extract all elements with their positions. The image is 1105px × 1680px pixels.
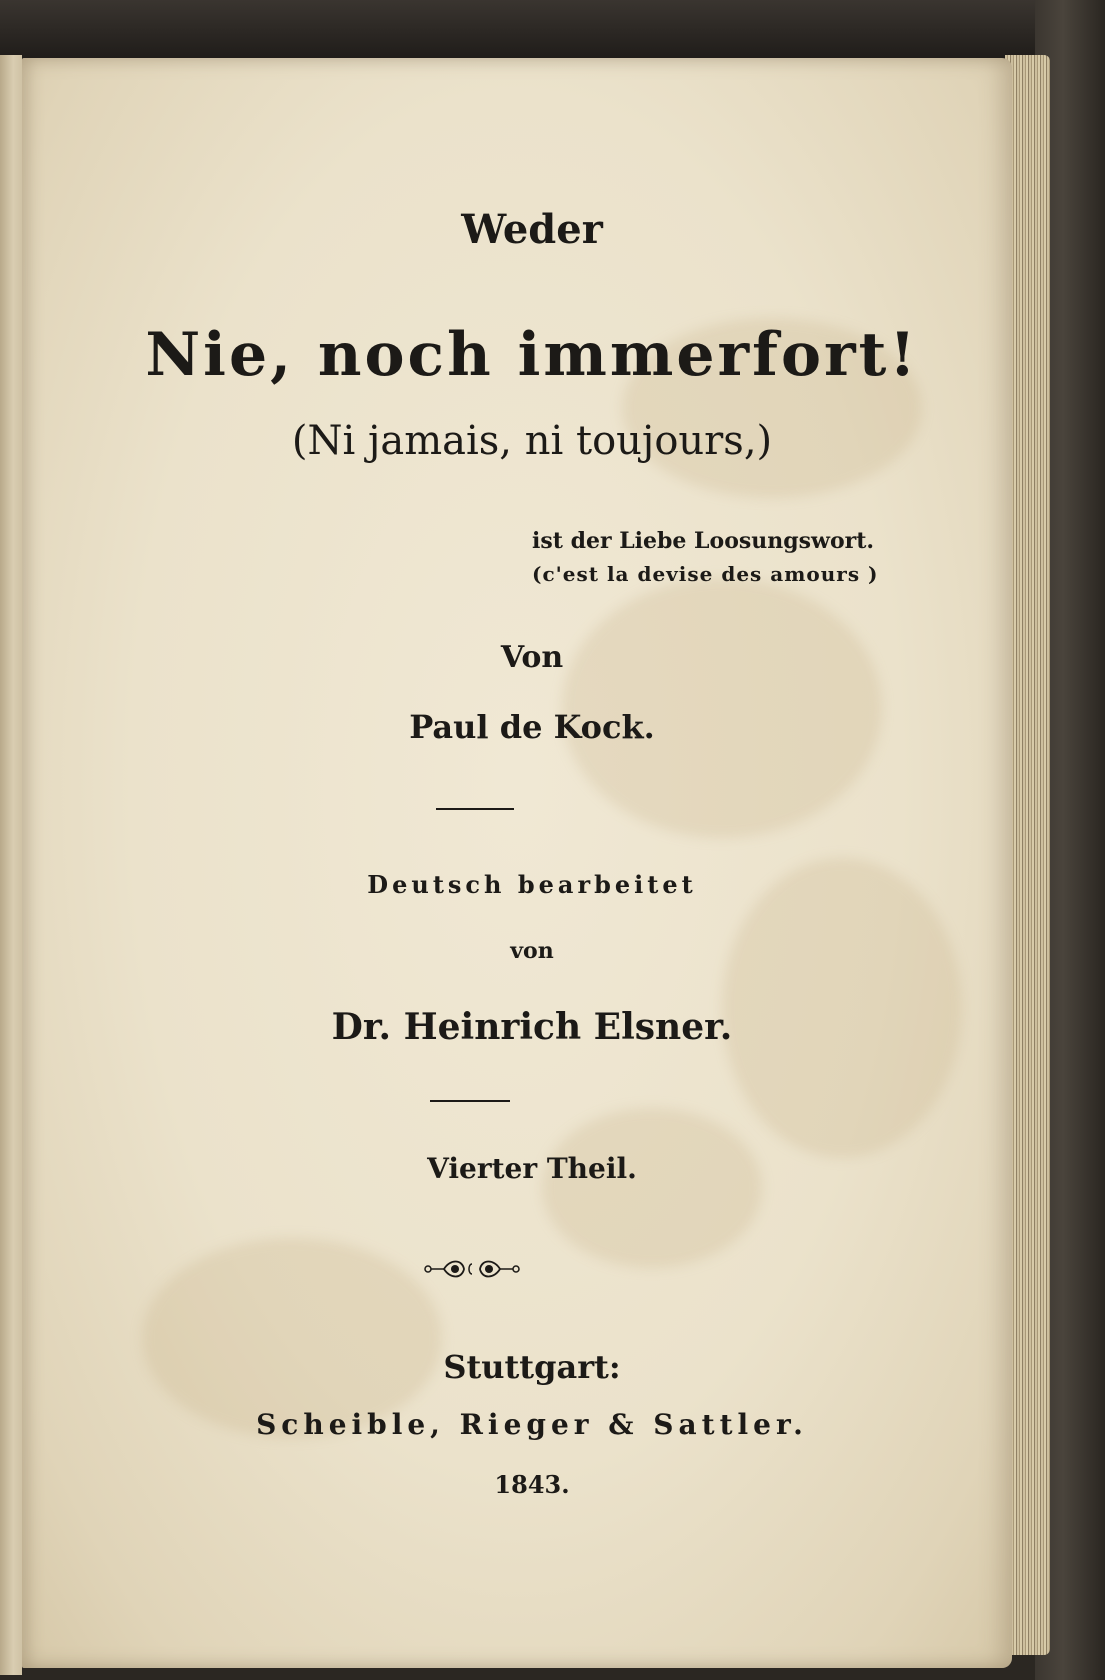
book-subtitle: (Ni jamais, ni toujours,) xyxy=(291,418,773,464)
book-cover-top xyxy=(0,0,1105,60)
author-prefix: Von xyxy=(500,640,564,675)
divider-rule xyxy=(436,808,514,810)
translator-prefix: von xyxy=(510,938,554,964)
motto-french: (c'est la devise des amours ) xyxy=(532,562,879,586)
facing-page-edge xyxy=(0,55,22,1675)
publication-year: 1843. xyxy=(494,1470,570,1499)
pre-title: Weder xyxy=(461,206,603,253)
divider-rule xyxy=(430,1100,510,1102)
publication-city: Stuttgart: xyxy=(443,1348,621,1386)
publisher-name: Scheible, Rieger & Sattler. xyxy=(256,1408,808,1441)
volume-part: Vierter Theil. xyxy=(427,1152,637,1185)
floral-ornament-icon xyxy=(422,1254,522,1284)
title-page-content xyxy=(22,58,1012,1668)
author-name: Paul de Kock. xyxy=(409,708,655,746)
book-title: Nie, noch immerfort! xyxy=(145,320,919,390)
motto-german: ist der Liebe Loosungswort. xyxy=(532,528,875,554)
translator-name: Dr. Heinrich Elsner. xyxy=(331,1006,733,1048)
translation-note: Deutsch bearbeitet xyxy=(367,870,697,899)
